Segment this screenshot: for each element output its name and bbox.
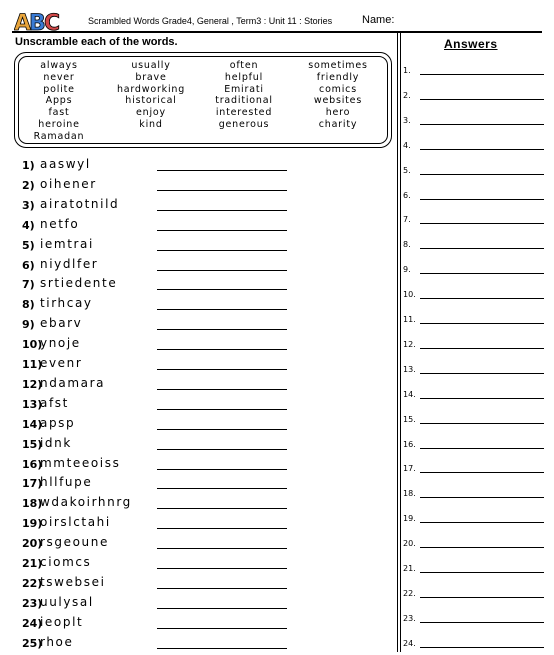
answer-line[interactable] — [420, 647, 544, 648]
question-number: 9) — [22, 318, 35, 332]
answer-number: 24. — [403, 638, 416, 648]
answer-blank-line[interactable] — [157, 488, 287, 489]
answer-blank-line[interactable] — [157, 230, 287, 231]
question-number: 15) — [22, 437, 43, 451]
instructions: Unscramble each of the words. — [15, 36, 178, 48]
question-number: 8) — [22, 298, 35, 312]
answer-number: 4. — [403, 140, 411, 150]
answer-blank-line[interactable] — [157, 289, 287, 290]
scrambled-word: ebarv — [40, 316, 83, 331]
answer-number: 3. — [403, 115, 411, 125]
answer-blank-line[interactable] — [157, 309, 287, 310]
answer-number: 6. — [403, 190, 411, 200]
header-rule — [12, 31, 542, 33]
word-bank-word: Ramadan — [33, 130, 85, 142]
scrambled-word: ciomcs — [40, 555, 92, 569]
scrambled-word: uulysal — [40, 594, 94, 609]
answer-blank-line[interactable] — [157, 250, 287, 251]
question-number: 19) — [22, 517, 43, 531]
scrambled-word: afst — [40, 395, 69, 410]
word-bank-word: interested — [215, 107, 273, 119]
word-bank-word: hardworking — [116, 83, 186, 95]
scrambled-word: rhoe — [40, 634, 74, 649]
answer-blank-line[interactable] — [157, 548, 287, 549]
logo-letter-a: A — [14, 11, 32, 34]
scrambled-word: mmteeoiss — [40, 455, 121, 470]
answer-number: 12. — [403, 339, 416, 349]
word-bank-word: websites — [313, 95, 363, 107]
question-number: 18) — [22, 497, 43, 511]
answer-line[interactable] — [420, 423, 544, 424]
answer-line[interactable] — [420, 522, 544, 523]
answer-blank-line[interactable] — [157, 329, 287, 330]
scrambled-word: evenr — [40, 356, 83, 370]
scrambled-word: ynoje — [40, 336, 81, 351]
answer-number: 20. — [403, 539, 416, 549]
scrambled-word: niydlfer — [40, 256, 99, 271]
answer-number: 23. — [403, 613, 416, 623]
answer-blank-line[interactable] — [157, 270, 287, 271]
scrambled-word: aaswyl — [40, 157, 91, 171]
answer-blank-line[interactable] — [157, 369, 287, 370]
word-bank-word: friendly — [316, 71, 360, 83]
word-bank-word: comics — [319, 83, 357, 95]
answer-blank-line[interactable] — [157, 648, 287, 649]
column-divider — [397, 33, 401, 652]
scrambled-word: airatotnild — [40, 196, 120, 211]
answer-number: 17. — [403, 464, 416, 474]
logo-letter-b: B — [29, 11, 46, 34]
answer-line[interactable] — [420, 223, 544, 224]
answer-blank-line[interactable] — [157, 568, 287, 569]
answer-number: 8. — [403, 240, 411, 250]
scrambled-word: iemtrai — [40, 236, 94, 251]
word-bank-word: brave — [135, 71, 167, 83]
answer-number: 1. — [403, 66, 411, 75]
word-bank-word: Apps — [45, 95, 73, 107]
question-number: 4) — [22, 218, 35, 232]
answer-line[interactable] — [420, 298, 544, 299]
answer-number: 18. — [403, 489, 416, 499]
answer-line[interactable] — [420, 497, 544, 498]
word-bank-word: usually — [131, 60, 171, 71]
answer-blank-line[interactable] — [157, 628, 287, 629]
answer-line[interactable] — [420, 199, 544, 200]
answer-blank-line[interactable] — [157, 349, 287, 350]
question-number: 2) — [22, 178, 35, 192]
word-bank-word: heroine — [38, 119, 80, 130]
answer-blank-line[interactable] — [157, 528, 287, 529]
scrambled-word: oirslctahi — [40, 515, 111, 530]
question-number: 23) — [22, 596, 43, 610]
answer-number: 7. — [403, 215, 411, 225]
question-number: 11) — [22, 358, 43, 371]
scrambled-word: ndamara — [40, 375, 106, 390]
word-bank-word: often — [229, 60, 259, 71]
question-number: 5) — [22, 238, 35, 252]
answer-line[interactable] — [420, 174, 544, 175]
answer-number: 5. — [403, 165, 411, 175]
answer-blank-line[interactable] — [157, 170, 287, 171]
answer-line[interactable] — [420, 124, 544, 125]
answer-line[interactable] — [420, 348, 544, 349]
word-bank-word: kind — [139, 119, 163, 130]
answer-line[interactable] — [420, 547, 544, 548]
answer-blank-line[interactable] — [157, 409, 287, 410]
word-bank — [14, 52, 392, 148]
logo-letter-c: C — [44, 11, 60, 34]
answer-blank-line[interactable] — [157, 210, 287, 211]
answer-line[interactable] — [420, 273, 544, 274]
answer-number: 14. — [403, 389, 416, 399]
answer-number: 9. — [403, 265, 411, 275]
answer-blank-line[interactable] — [157, 608, 287, 609]
answer-line[interactable] — [420, 99, 544, 100]
word-bank-word: never — [43, 71, 75, 83]
answer-blank-line[interactable] — [157, 389, 287, 390]
scrambled-word: tirhcay — [40, 296, 93, 311]
answer-number: 10. — [403, 290, 416, 300]
word-bank-word: Emirati — [224, 83, 264, 95]
scrambled-word: netfo — [40, 216, 80, 231]
answers-heading: Answers — [444, 37, 498, 51]
question-number: 12) — [22, 377, 43, 391]
scrambled-word: ieoplt — [40, 614, 84, 629]
word-bank-word: helpful — [224, 71, 264, 83]
answer-line[interactable] — [420, 74, 544, 75]
answer-number: 21. — [403, 564, 416, 573]
question-number: 25) — [22, 636, 43, 650]
question-number: 17) — [22, 477, 43, 491]
word-bank-word: fast — [48, 107, 70, 119]
answer-blank-line[interactable] — [157, 508, 287, 509]
question-number: 3) — [22, 198, 35, 212]
question-number: 20) — [22, 537, 43, 551]
word-bank-word: polite — [43, 83, 75, 95]
answer-number: 16. — [403, 439, 416, 449]
answer-blank-line[interactable] — [157, 588, 287, 589]
word-bank-word: charity — [318, 119, 358, 130]
question-number: 22) — [22, 576, 43, 590]
answer-line[interactable] — [420, 572, 544, 573]
worksheet-title: Scrambled Words Grade4, General , Term3 : Unit 11 : Stories — [88, 16, 333, 26]
answer-number: 15. — [403, 414, 416, 424]
question-number: 14) — [22, 417, 43, 431]
word-bank-word: hero — [325, 107, 351, 119]
question-number: 24) — [22, 616, 43, 630]
answer-line[interactable] — [420, 597, 544, 598]
answer-number: 2. — [403, 90, 411, 100]
scrambled-word: rsgeoune — [40, 535, 109, 550]
question-number: 7) — [22, 278, 35, 292]
word-bank-word: traditional — [215, 95, 273, 107]
answer-line[interactable] — [420, 248, 544, 249]
answer-line[interactable] — [420, 448, 544, 449]
word-bank-word: enjoy — [136, 107, 166, 119]
question-number: 1) — [22, 159, 35, 172]
answer-line[interactable] — [420, 149, 544, 150]
answer-blank-line[interactable] — [157, 429, 287, 430]
scrambled-word: wdakoirhnrg — [40, 495, 132, 510]
word-bank-word: generous — [218, 119, 270, 130]
scrambled-word: oihener — [40, 176, 97, 191]
answer-line[interactable] — [420, 472, 544, 473]
answer-blank-line[interactable] — [157, 190, 287, 191]
question-number: 16) — [22, 457, 43, 471]
scrambled-word: apsp — [40, 415, 76, 430]
question-number: 10) — [22, 338, 43, 352]
scrambled-word: srtiedente — [40, 276, 118, 291]
word-bank-word: always — [40, 60, 78, 71]
word-bank-word: historical — [125, 95, 177, 107]
answer-number: 22. — [403, 588, 416, 598]
answer-number: 11. — [403, 315, 416, 324]
question-number: 21) — [22, 557, 43, 570]
question-number: 6) — [22, 258, 35, 272]
answer-line[interactable] — [420, 373, 544, 374]
scrambled-word: tswebsei — [40, 574, 106, 589]
scrambled-word: hllfupe — [40, 475, 93, 490]
answer-line[interactable] — [420, 398, 544, 399]
word-bank-word: sometimes — [308, 60, 368, 71]
answer-line[interactable] — [420, 622, 544, 623]
answer-blank-line[interactable] — [157, 449, 287, 450]
name-label: Name: — [362, 14, 395, 26]
answer-number: 13. — [403, 364, 416, 374]
answer-line[interactable] — [420, 323, 544, 324]
scrambled-word: idnk — [40, 435, 72, 450]
answer-number: 19. — [403, 514, 416, 524]
question-number: 13) — [22, 397, 43, 411]
answer-blank-line[interactable] — [157, 469, 287, 470]
